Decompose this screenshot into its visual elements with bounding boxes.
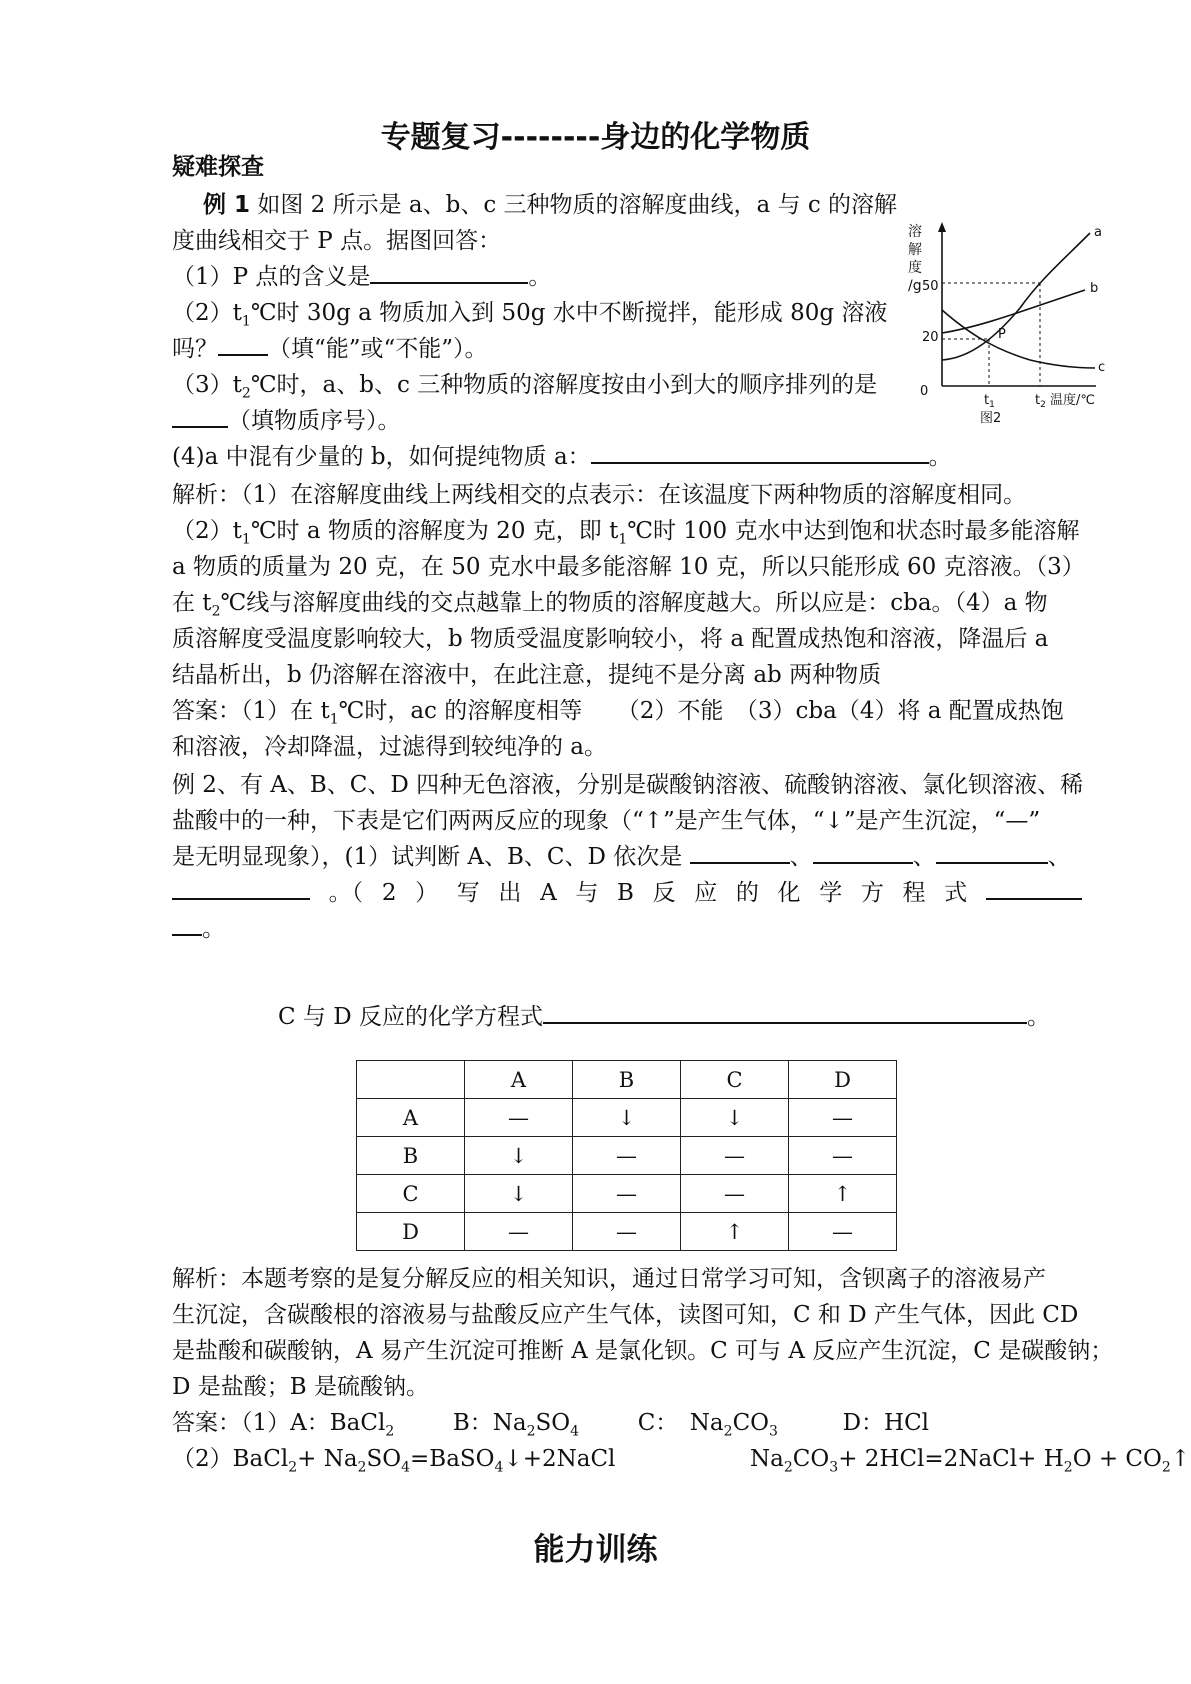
ex1-line-1 (203, 188, 897, 222)
fig-curve-c (942, 310, 1095, 368)
ex2-blank-eq1-a[interactable] (986, 876, 1082, 900)
analysis1-line-5: 质溶解度受温度影响较大，b 物质受温度影响较小，将 a 配置成热饱和溶液，降温后 a (172, 626, 1049, 652)
ex2-blank-c[interactable] (936, 840, 1048, 864)
fig-label-p: P (998, 327, 1006, 342)
q2-text-c: 吗？ (172, 336, 218, 362)
ex2-line-4: 。（ 2 ） 写 出 A 与 B 反 应 的 化 学 方 程 式 (172, 876, 1082, 910)
analysis1-line-2: $(2)t_1℃$时 a 物质的溶解度为 20 克，即 $t_1℃$时 100 克水中达到饱和状态时最多能溶解 (172, 518, 1080, 548)
analysis1-line-3: a 物质的质量为 20 克，在 50 克水中最多能溶解 10 克，所以只能形成 60 克溶液。（3） (172, 554, 1085, 580)
fig-tick-50: 50 (922, 279, 939, 294)
q2-text-b: ℃时 30g a 物质加入到 50g 水中不断搅拌，能形成 80g 溶液 (250, 300, 888, 326)
solubility-curve-figure (900, 218, 1130, 430)
ex1-label: 例 1 (203, 192, 251, 218)
ex2-blank-eq2[interactable] (543, 1000, 1027, 1024)
fig-tick-20: 20 (922, 330, 939, 345)
analysis2-line-3: 是盐酸和碳酸钠，A 易产生沉淀可推断 A 是氯化钡。C 可与 A 反应产生沉淀，C 是碳酸钠； (172, 1338, 1114, 1364)
table-cell: ↓ (465, 1137, 573, 1175)
fig-yunit: /g (908, 278, 922, 294)
q2-answer-blank[interactable] (218, 332, 268, 356)
table-cell: ↓ (573, 1099, 681, 1137)
reaction-table (356, 1060, 897, 1251)
analysis1-line-1: 解析：（1）在溶解度曲线上两线相交的点表示：在该温度下两种物质的溶解度相同。 (172, 482, 1027, 508)
ex1-q3b (172, 404, 401, 438)
table-cell: — (465, 1213, 573, 1251)
answer2-line-1: 答案：（1）A：BaCl$_2$ B：$Na_2SO_4$ C： $Na_2CO_3$ D：HCl (172, 1410, 930, 1440)
ex2-line-6: C 与 D 反应的化学方程式 。 (278, 1000, 1050, 1034)
table-row (357, 1213, 897, 1251)
analysis2-line-2: 生沉淀，含碳酸根的溶液易与盐酸反应产生气体，读图可知，C 和 D 产生气体，因此 CD (172, 1302, 1079, 1328)
table-cell: ↑ (681, 1213, 789, 1251)
page-title: 专题复习--------身边的化学物质 (380, 120, 811, 155)
table-cell: — (789, 1213, 897, 1251)
fig-origin: 0 (920, 384, 929, 399)
analysis1-line-6: 结晶析出，b 仍溶解在溶液中，在此注意，提纯不是分离 ab 两种物质 (172, 662, 882, 688)
q3-sub: 2 (241, 385, 251, 402)
table-header-cell: A (465, 1061, 573, 1099)
analysis2-line-1: 解析：本题考察的是复分解反应的相关知识，通过日常学习可知，含钡离子的溶液易产 (172, 1266, 1046, 1292)
table-header-cell (357, 1061, 465, 1099)
fig-ylabel-2: 解 (908, 242, 922, 258)
equation-1: （2）BaCl$_2$+ $Na_2SO_4=BaSO_4↓+2NaCl$ (172, 1446, 616, 1476)
table-cell: B (357, 1137, 465, 1175)
table-cell: D (357, 1213, 465, 1251)
table-row (357, 1099, 897, 1137)
q2-text-a: （2）t (172, 300, 242, 326)
table-header-cell: B (573, 1061, 681, 1099)
fig-caption: 图2 (980, 411, 1002, 426)
ex2-blank-a[interactable] (690, 840, 790, 864)
q4-text: (4)a 中混有少量的 b，如何提纯物质 a： (172, 444, 591, 470)
ex1-q2b (172, 332, 488, 366)
equation-2: $Na_2CO_3+$ 2HCl=2NaCl+ $H_2O$ + $CO_2↑$ (750, 1446, 1191, 1476)
fig-y-arrow (938, 222, 946, 232)
fig-label-c: c (1098, 360, 1106, 375)
ex1-text-1: 如图 2 所示是 a、b、c 三种物质的溶解度曲线，a 与 c 的溶解 (257, 192, 898, 218)
section-heading-training: 能力训练 (533, 1532, 658, 1568)
ex1-q1 (172, 260, 551, 294)
section-heading-difficult: 疑难探查 (172, 154, 264, 180)
fig-tick-t1: $t_1$ (984, 393, 995, 410)
table-row (357, 1175, 897, 1213)
ex2-blank-d[interactable] (172, 876, 310, 900)
table-cell: — (573, 1175, 681, 1213)
table-cell: C (357, 1175, 465, 1213)
ex2-blank-b[interactable] (813, 840, 913, 864)
table-cell: — (465, 1099, 573, 1137)
table-header-row (357, 1061, 897, 1099)
fig-tick-t2: $t_2$ (1035, 393, 1046, 410)
table-header-cell: C (681, 1061, 789, 1099)
ex2-line-1: 例 2、有 A、B、C、D 四种无色溶液，分别是碳酸钠溶液、硫酸钠溶液、氯化钡溶液、稀 (172, 772, 1084, 798)
table-cell: ↑ (789, 1175, 897, 1213)
q2-text-d: （填“能”或“不能”）。 (268, 336, 488, 362)
q3-text-c: （填物质序号）。 (228, 408, 401, 434)
q1-end: 。 (528, 264, 552, 290)
table-row (357, 1137, 897, 1175)
ex1-line-2: 度曲线相交于 P 点。据图回答： (172, 228, 502, 254)
ex1-q4 (172, 440, 952, 474)
table-cell: ↓ (465, 1175, 573, 1213)
analysis1-line-4: 在 $t_2℃$线与溶解度曲线的交点越靠上的物质的溶解度越大。所以应是：cba。（4）a 物 (172, 590, 1048, 620)
fig-ylabel-3: 度 (908, 260, 922, 276)
answer1-line-1: 答案：（1）在 $t_1℃$时，ac 的溶解度相等 （2）不能 （3）cba（4）将 a 配置成热饱 (172, 698, 1064, 728)
q1-answer-blank[interactable] (370, 260, 528, 284)
table-cell: — (681, 1175, 789, 1213)
q4-answer-blank[interactable] (591, 440, 929, 464)
q3-text-a: （3）t (172, 372, 242, 398)
fig-xlabel: 温度/℃ (1050, 393, 1095, 408)
q3-text-b: ℃时，a、b、c 三种物质的溶解度按由小到大的顺序排列的是 (250, 372, 878, 398)
table-cell: A (357, 1099, 465, 1137)
fig-label-b: b (1090, 281, 1099, 296)
q2-sub: 1 (241, 313, 251, 330)
ex2-line-5: 。 (172, 912, 225, 946)
table-cell: ↓ (681, 1099, 789, 1137)
table-cell: — (789, 1137, 897, 1175)
fig-label-a: a (1094, 225, 1102, 240)
analysis2-line-4: D 是盐酸；B 是硫酸钠。 (172, 1374, 429, 1400)
ex2-question-1: 是无明显现象），(1）试判断 A、B、C、D 依次是 (172, 844, 683, 870)
ex2-question-3: C 与 D 反应的化学方程式 (278, 1004, 543, 1030)
q4-end: 。 (928, 444, 952, 470)
table-cell: — (573, 1213, 681, 1251)
table-cell: — (789, 1099, 897, 1137)
q3-answer-blank[interactable] (172, 404, 228, 428)
ex2-line-3: 是无明显现象），(1）试判断 A、B、C、D 依次是 、 、 、 (172, 840, 1071, 874)
answer1-line-2: 和溶液，冷却降温，过滤得到较纯净的 a。 (172, 734, 608, 760)
table-header-cell: D (789, 1061, 897, 1099)
table-cell: — (681, 1137, 789, 1175)
ex2-line-2: 盐酸中的一种，下表是它们两两反应的现象（“↑”是产生气体，“↓”是产生沉淀，“—” (172, 808, 1041, 834)
fig-ylabel-1: 溶 (908, 224, 922, 240)
answer2-line-2 (172, 1442, 1190, 1485)
q1-text: （1）P 点的含义是 (172, 264, 371, 290)
ex2-blank-eq1-b[interactable] (172, 912, 202, 936)
table-cell: — (573, 1137, 681, 1175)
